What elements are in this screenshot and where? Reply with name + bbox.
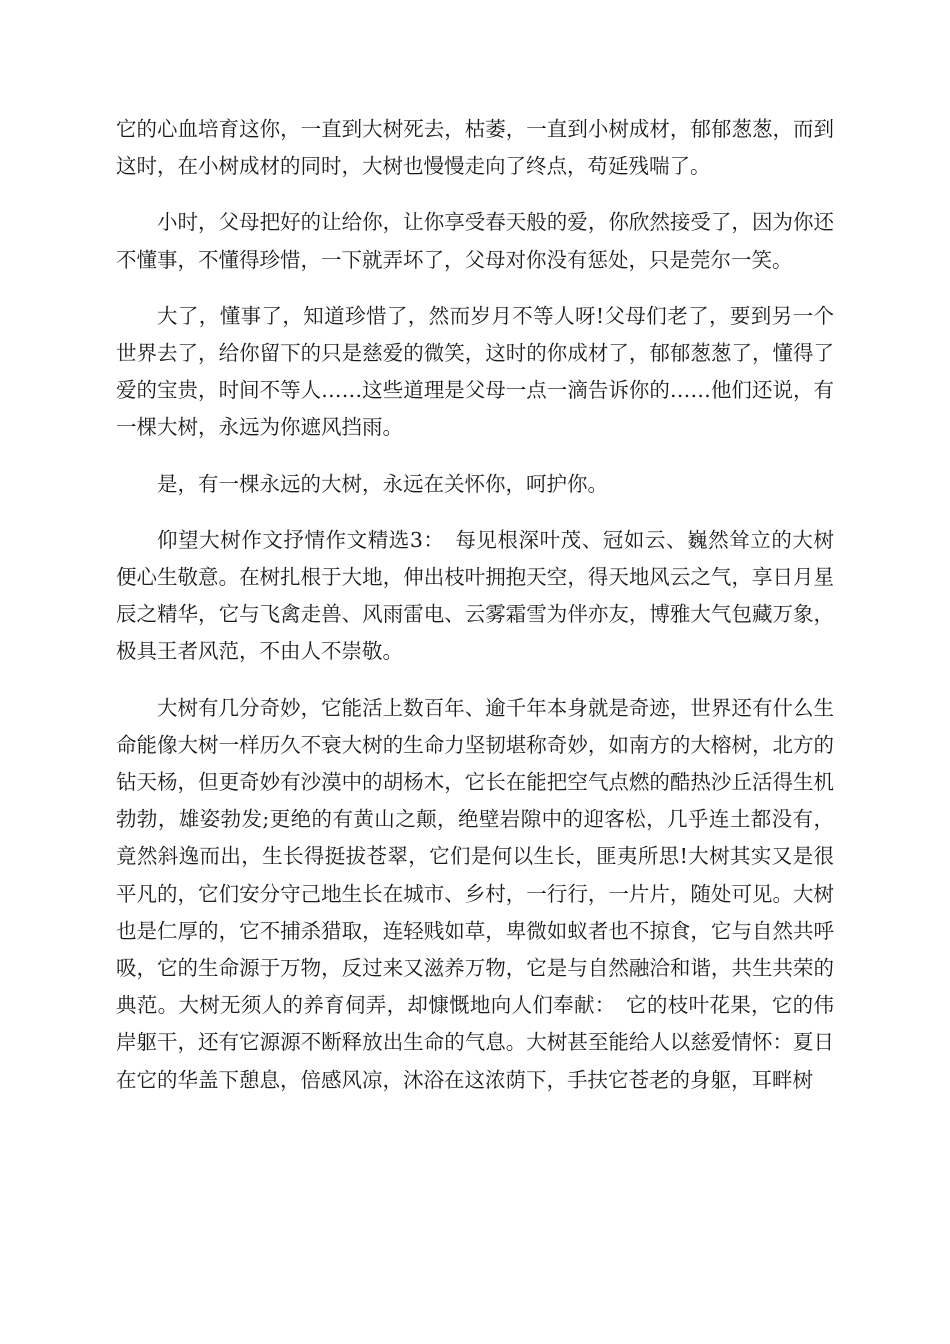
paragraph-4: 是，有一棵永远的大树，永远在关怀你，呵护你。 bbox=[157, 471, 608, 496]
paragraph-6: 大树有几分奇妙，它能活上数百年、逾千年本身就是奇迹，世界还有什么生命能像大树一样历久不衰大树的生命力坚韧堪称奇妙，如南方的大榕树，北方的钻天杨，但更奇妙有沙漠中的胡杨木，它长在能把空气点燃的酷热沙丘活得生机勃勃，雄姿勃发;更绝的有黄山之颠，绝壁岩隙中的迎客松，几乎连土都没有，竟然斜逸而出，生长得挺拔苍翠，它们是何以生长，匪夷所思!大树其实又是很平凡的，它们安分守己地生长在城市、乡村，一行行，一片片，随处可见。大树也是仁厚的，它不捕杀猎取，连轻贱如草，卑微如蚁者也不掠食，它与自然共呼吸，它的生命源于万物，反过来又滋养万物，它是与自然融洽和谐，共生共荣的典范。大树无须人的养育伺弄，却慷慨地向人们奉献： 它的枝叶花果，它的伟岸躯干，还有它源源不断释放出生命的气息。大树甚至能给人以慈爱情怀：夏日在它的华盖下憩息，倍感风凉，沐浴在这浓荫下，手扶它苍老的身躯，耳畔树 bbox=[116, 695, 834, 1092]
paragraph-1: 它的心血培育这你，一直到大树死去，枯萎，一直到小树成材，郁郁葱葱，而到这时，在小树成材的同时，大树也慢慢走向了终点，苟延残喘了。 bbox=[116, 117, 834, 179]
article-body bbox=[116, 111, 834, 1118]
paragraph-2: 小时，父母把好的让给你，让你享受春天般的爱，你欣然接受了，因为你还不懂事，不懂得珍惜，一下就弄坏了，父母对你没有惩处，只是莞尔一笑。 bbox=[116, 210, 834, 272]
paragraph-5: 仰望大树作文抒情作文精选3： 每见根深叶茂、冠如云、巍然耸立的大树便心生敬意。在树扎根于大地，伸出枝叶拥抱天空，得天地风云之气，享日月星辰之精华，它与飞禽走兽、风雨雷电、云雾霜雪为伴亦友，博雅大气包藏万象，极具王者风范，不由人不崇敬。 bbox=[116, 527, 834, 664]
paragraph-3: 大了，懂事了，知道珍惜了，然而岁月不等人呀!父母们老了，要到另一个世界去了，给你留下的只是慈爱的微笑，这时的你成材了，郁郁葱葱了，懂得了爱的宝贵，时间不等人……这些道理是父母一点一滴告诉你的……他们还说，有一棵大树，永远为你遮风挡雨。 bbox=[116, 303, 834, 440]
